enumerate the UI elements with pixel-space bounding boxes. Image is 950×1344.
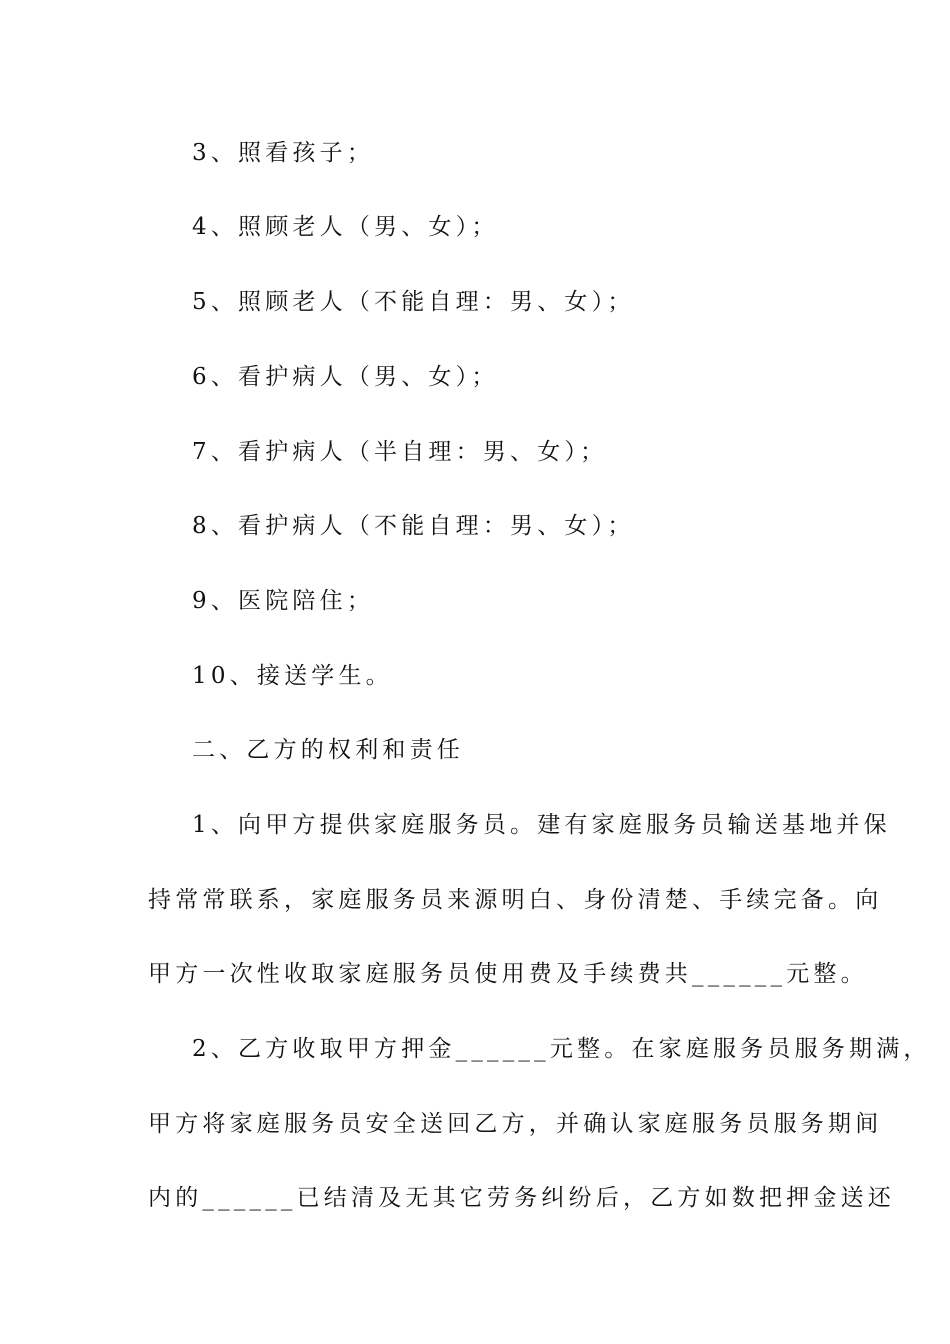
- list-item-5: 5、照顾老人（不能自理：男、女）；: [192, 289, 635, 315]
- list-item-3: 3、照看孩子；: [192, 140, 375, 166]
- paragraph-2-line-2: 甲方将家庭服务员安全送回乙方，并确认家庭服务员服务期间: [148, 1111, 883, 1137]
- paragraph-1-line-2: 持常常联系，家庭服务员来源明白、身份清楚、手续完备。向: [148, 887, 883, 913]
- list-item-4: 4、照顾老人（男、女）；: [192, 214, 499, 240]
- list-item-8: 8、看护病人（不能自理：男、女）；: [192, 513, 635, 539]
- list-item-10: 10、接送学生。: [192, 663, 393, 689]
- list-item-6: 6、看护病人（男、女）；: [192, 364, 499, 390]
- paragraph-2-line-3: 内的______已结清及无其它劳务纠纷后，乙方如数把押金送还: [148, 1185, 895, 1211]
- paragraph-1-line-1: 1、向甲方提供家庭服务员。建有家庭服务员输送基地并保: [192, 812, 891, 838]
- paragraph-1-line-3: 甲方一次性收取家庭服务员使用费及手续费共______元整。: [148, 961, 868, 987]
- list-item-7: 7、看护病人（半自理：男、女）；: [192, 439, 608, 465]
- paragraph-2-line-1: 2、乙方收取甲方押金______元整。在家庭服务员服务期满，: [192, 1036, 931, 1062]
- list-item-9: 9、医院陪住；: [192, 588, 375, 614]
- section-heading: 二、乙方的权利和责任: [192, 737, 464, 763]
